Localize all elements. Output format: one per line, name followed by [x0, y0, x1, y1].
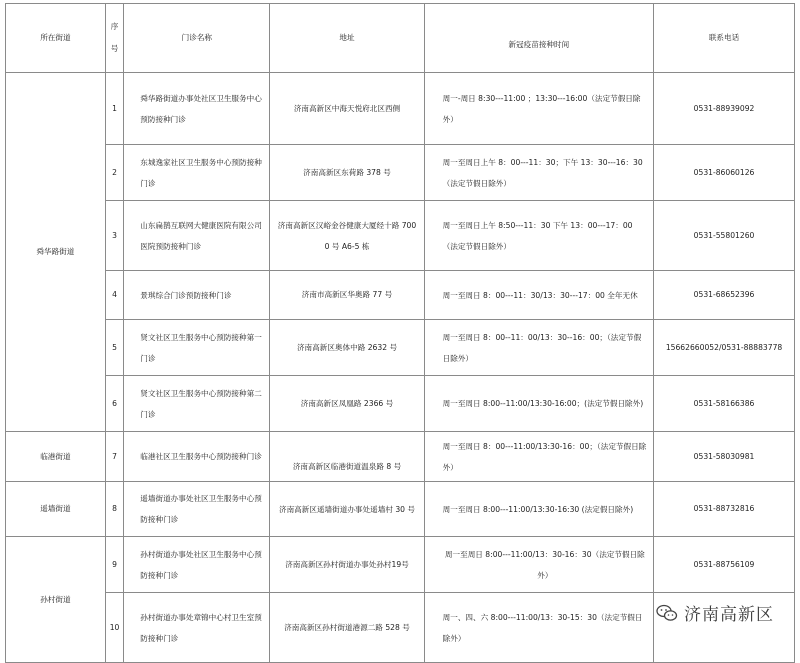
watermark — [656, 600, 774, 625]
street-cell: 遥墙街道 — [6, 482, 106, 537]
phone: 0531-55801260 — [654, 201, 795, 271]
header-street: 所在街道 — [6, 4, 106, 73]
row-no: 7 — [105, 432, 124, 482]
street-cell: 临港街道 — [6, 432, 106, 482]
table-row — [6, 73, 795, 145]
table-row — [6, 320, 795, 376]
address: 济南高新区奥体中路 2632 号 — [270, 320, 424, 376]
header-no: 序号 — [105, 4, 124, 73]
street-cell: 孙村街道 — [6, 537, 106, 663]
watermark-text: 济南高新区 — [684, 605, 774, 625]
vaccination-time: 周一-周日 8:30---11:00 ；13:30---16:00（法定节假日除外） — [424, 73, 653, 145]
row-no: 10 — [105, 593, 124, 663]
clinic-name: 贤文社区卫生服务中心预防接种第一门诊 — [124, 320, 270, 376]
table-row — [6, 271, 795, 320]
clinic-name: 东城逸家社区卫生服务中心预防接种门诊 — [124, 145, 270, 201]
table-row — [6, 376, 795, 432]
vaccination-time: 周一至周日 8:00--11:00/13:30-16:00；(法定节假日除外) — [424, 376, 653, 432]
row-no: 4 — [105, 271, 124, 320]
vaccination-clinic-table — [5, 3, 795, 663]
vaccination-time: 周一至周日上午 8:50---11：30 下午 13：00---17：00 （法定节假日除外） — [424, 201, 653, 271]
row-no: 3 — [105, 201, 124, 271]
phone: 0531-88939092 — [654, 73, 795, 145]
vaccination-time: 周一至周日 8：00--11：00/13：30--16：00；（法定节假日除外） — [424, 320, 653, 376]
phone: 0531-88756109 — [654, 537, 795, 593]
phone: 0531-88732816 — [654, 482, 795, 537]
vaccination-time: 周一至周日 8：00---11：30/13：30---17：00 全年无休 — [424, 271, 653, 320]
table-row — [6, 482, 795, 537]
address: 济南高新区东荷路 378 号 — [270, 145, 424, 201]
row-no: 8 — [105, 482, 124, 537]
phone: 0531-58166386 — [654, 376, 795, 432]
address: 济南高新区遥墙街道办事处遥墙村 30 号 — [270, 482, 424, 537]
clinic-name: 贤文社区卫生服务中心预防接种第二门诊 — [124, 376, 270, 432]
vaccination-time: 周一至周日 8：00---11:00/13:30-16：00；（法定节假日除外） — [424, 432, 653, 482]
address: 济南市高新区华奥路 77 号 — [270, 271, 424, 320]
clinic-name: 遥墙街道办事处社区卫生服务中心预防接种门诊 — [124, 482, 270, 537]
address: 济南高新区凤凰路 2366 号 — [270, 376, 424, 432]
table-row — [6, 432, 795, 482]
header-clinic: 门诊名称 — [124, 4, 270, 73]
row-no: 1 — [105, 73, 124, 145]
row-no: 5 — [105, 320, 124, 376]
clinic-name: 临港社区卫生服务中心预防接种门诊 — [124, 432, 270, 482]
phone: 15662660052/0531-88883778 — [654, 320, 795, 376]
vaccination-time: 周一、四、六 8:00---11:00/13：30-15：30（法定节假日除外） — [424, 593, 653, 663]
vaccination-time: 周一至周日 8:00---11:00/13：30-16：30（法定节假日除外） — [424, 537, 653, 593]
wechat-icon — [656, 604, 678, 622]
phone: 0531-58030981 — [654, 432, 795, 482]
vaccination-time: 周一至周日上午 8：00---11：30；下午 13：30---16：30（法定节假日除外） — [424, 145, 653, 201]
header-row — [6, 4, 795, 73]
clinic-name: 景琪综合门诊预防接种门诊 — [124, 271, 270, 320]
street-cell: 舜华路街道 — [6, 73, 106, 432]
address: 济南高新区汉峪金谷健康大厦经十路 7000 号 A6-5 栋 — [270, 201, 424, 271]
header-phone: 联系电话 — [654, 4, 795, 73]
clinic-name: 孙村街道办事处社区卫生服务中心预防接种门诊 — [124, 537, 270, 593]
clinic-name: 孙村街道办事处章锦中心村卫生室预防接种门诊 — [124, 593, 270, 663]
phone: 0531-86060126 — [654, 145, 795, 201]
row-no: 9 — [105, 537, 124, 593]
row-no: 2 — [105, 145, 124, 201]
vaccination-time: 周一至周日 8:00---11:00/13:30-16:30 (法定假日除外) — [424, 482, 653, 537]
clinic-name: 舜华路街道办事处社区卫生服务中心预防接种门诊 — [124, 73, 270, 145]
header-time: 新冠疫苗接种时间 — [424, 4, 653, 73]
phone: 0531-68652396 — [654, 271, 795, 320]
clinic-name: 山东扁鹊互联网大健康医院有限公司医院预防接种门诊 — [124, 201, 270, 271]
table-row — [6, 537, 795, 593]
table-row — [6, 145, 795, 201]
address: 济南高新区孙村街道港源二路 528 号 — [270, 593, 424, 663]
address: 济南高新区孙村街道办事处孙村19号 — [270, 537, 424, 593]
address: 济南高新区临港街道温泉路 8 号 — [270, 432, 424, 482]
table-row — [6, 201, 795, 271]
header-address: 地址 — [270, 4, 424, 73]
address: 济南高新区中海天悦府北区西侧 — [270, 73, 424, 145]
row-no: 6 — [105, 376, 124, 432]
